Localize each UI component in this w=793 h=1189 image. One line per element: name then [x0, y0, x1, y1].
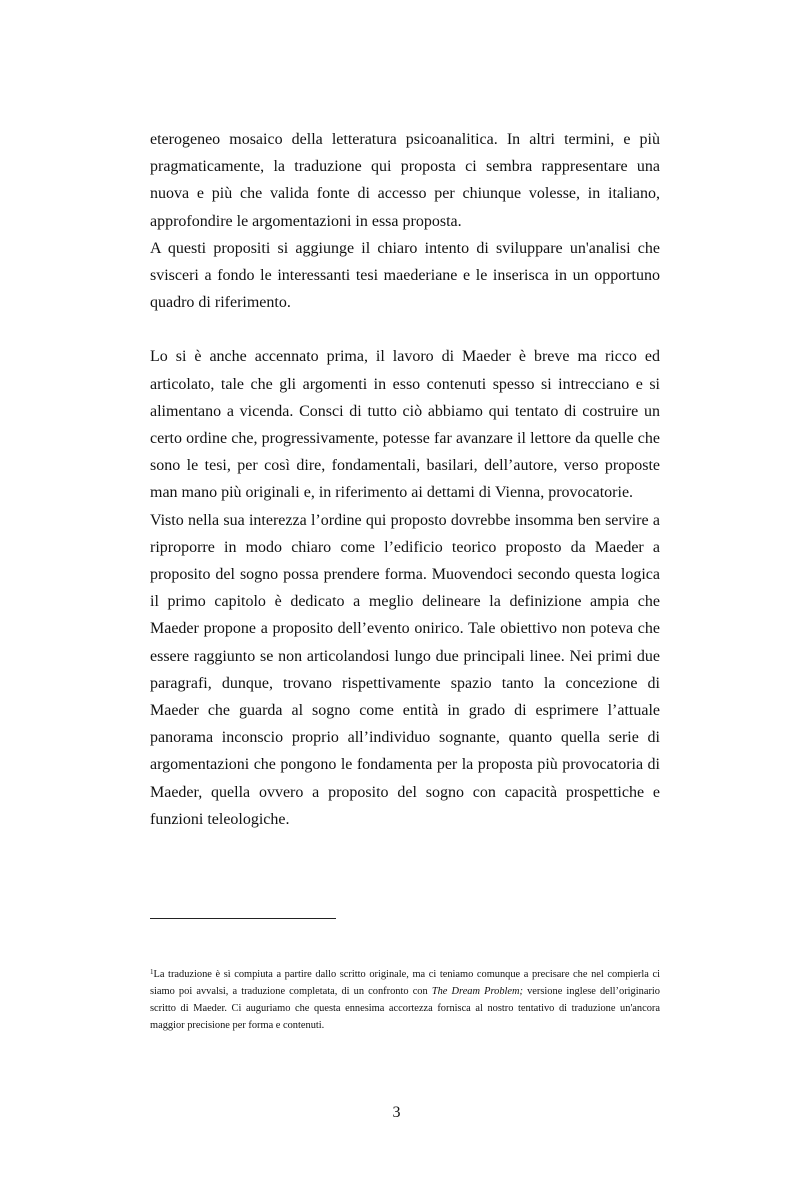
paragraph-3: Lo si è anche accennato prima, il lavoro di Maeder è breve ma ricco ed articolato, tale che gli argomenti in esso contenuti spesso si intrecciano e si alimentano a vicenda. Consci di tutto ciò abbiamo qui tentato di costruire un certo ordine che, progressivamente, potesse far avanzare il lettore da quelle che sono le tesi, per così dire, fondamentali, basilari, dell’autore, verso proposte man mano più originali e, in riferimento ai dettami di Vienna, provocatorie.	[150, 348, 660, 502]
footnote-book-title: The Dream Problem;	[431, 986, 523, 997]
paragraph-2: A questi propositi si aggiunge il chiaro intento di sviluppare un'analisi che sviscerі a fondo le interessanti tesi maederiane e le inserisca in un opportuno quadro di riferimento.	[150, 239, 660, 312]
footnote-text-after: versione inglese dell’originario scritto di Maeder. Ci auguriamo che questa ennesima accortezza fornisca al nostro tentativo di traduzione un'ancora maggior precisione per forma e contenuti.	[150, 986, 660, 1031]
footnote	[150, 966, 660, 1034]
paragraph-1: eterogeneo mosaico della letteratura psicoanalitica. In altri termini, e più pragmaticamente, la traduzione qui proposta ci sembra rappresentare una nuova e più che valida fonte di accesso per chiunque volesse, in italiano, approfondire le argomentazioni in essa proposta.	[150, 131, 660, 230]
footnote-marker: 1	[150, 968, 154, 976]
paragraph-4: Visto nella sua interezza l’ordine qui proposto dovrebbe insomma ben servire a riproporre in modo chiaro come l’edificio teorico proposto da Maeder a proposito del sogno possa prendere forma. Muovendoci secondo questa logica il primo capitolo è dedicato a meglio delineare la definizione ampia che Maeder propone a proposito dell’evento onirico. Tale obiettivo non poteva che essere raggiunto se non articolandosi lungo due principali linee. Nei primi due paragrafi, dunque, trovano rispettivamente spazio tanto la concezione di Maeder che guarda al sogno come entità in grado di esprimere l’attuale panorama inconscio proprio all’individuo sognante, quanto quella serie di argomentazioni che pongono le fondamenta per la proposta più provocatoria di Maeder, quella ovvero a proposito del sogno con capacità prospettiche e funzioni teleologiche.	[150, 511, 660, 828]
footnote-text-before: La traduzione è sì compiuta a partire dallo scritto originale, ma ci teniamo comunque a precisare che nel compierla ci siamo poi avvalsi, a traduzione completata, di un confronto con	[150, 969, 660, 997]
footnote-separator	[150, 918, 336, 919]
body-text	[150, 126, 660, 833]
page-number: 3	[392, 1104, 401, 1121]
